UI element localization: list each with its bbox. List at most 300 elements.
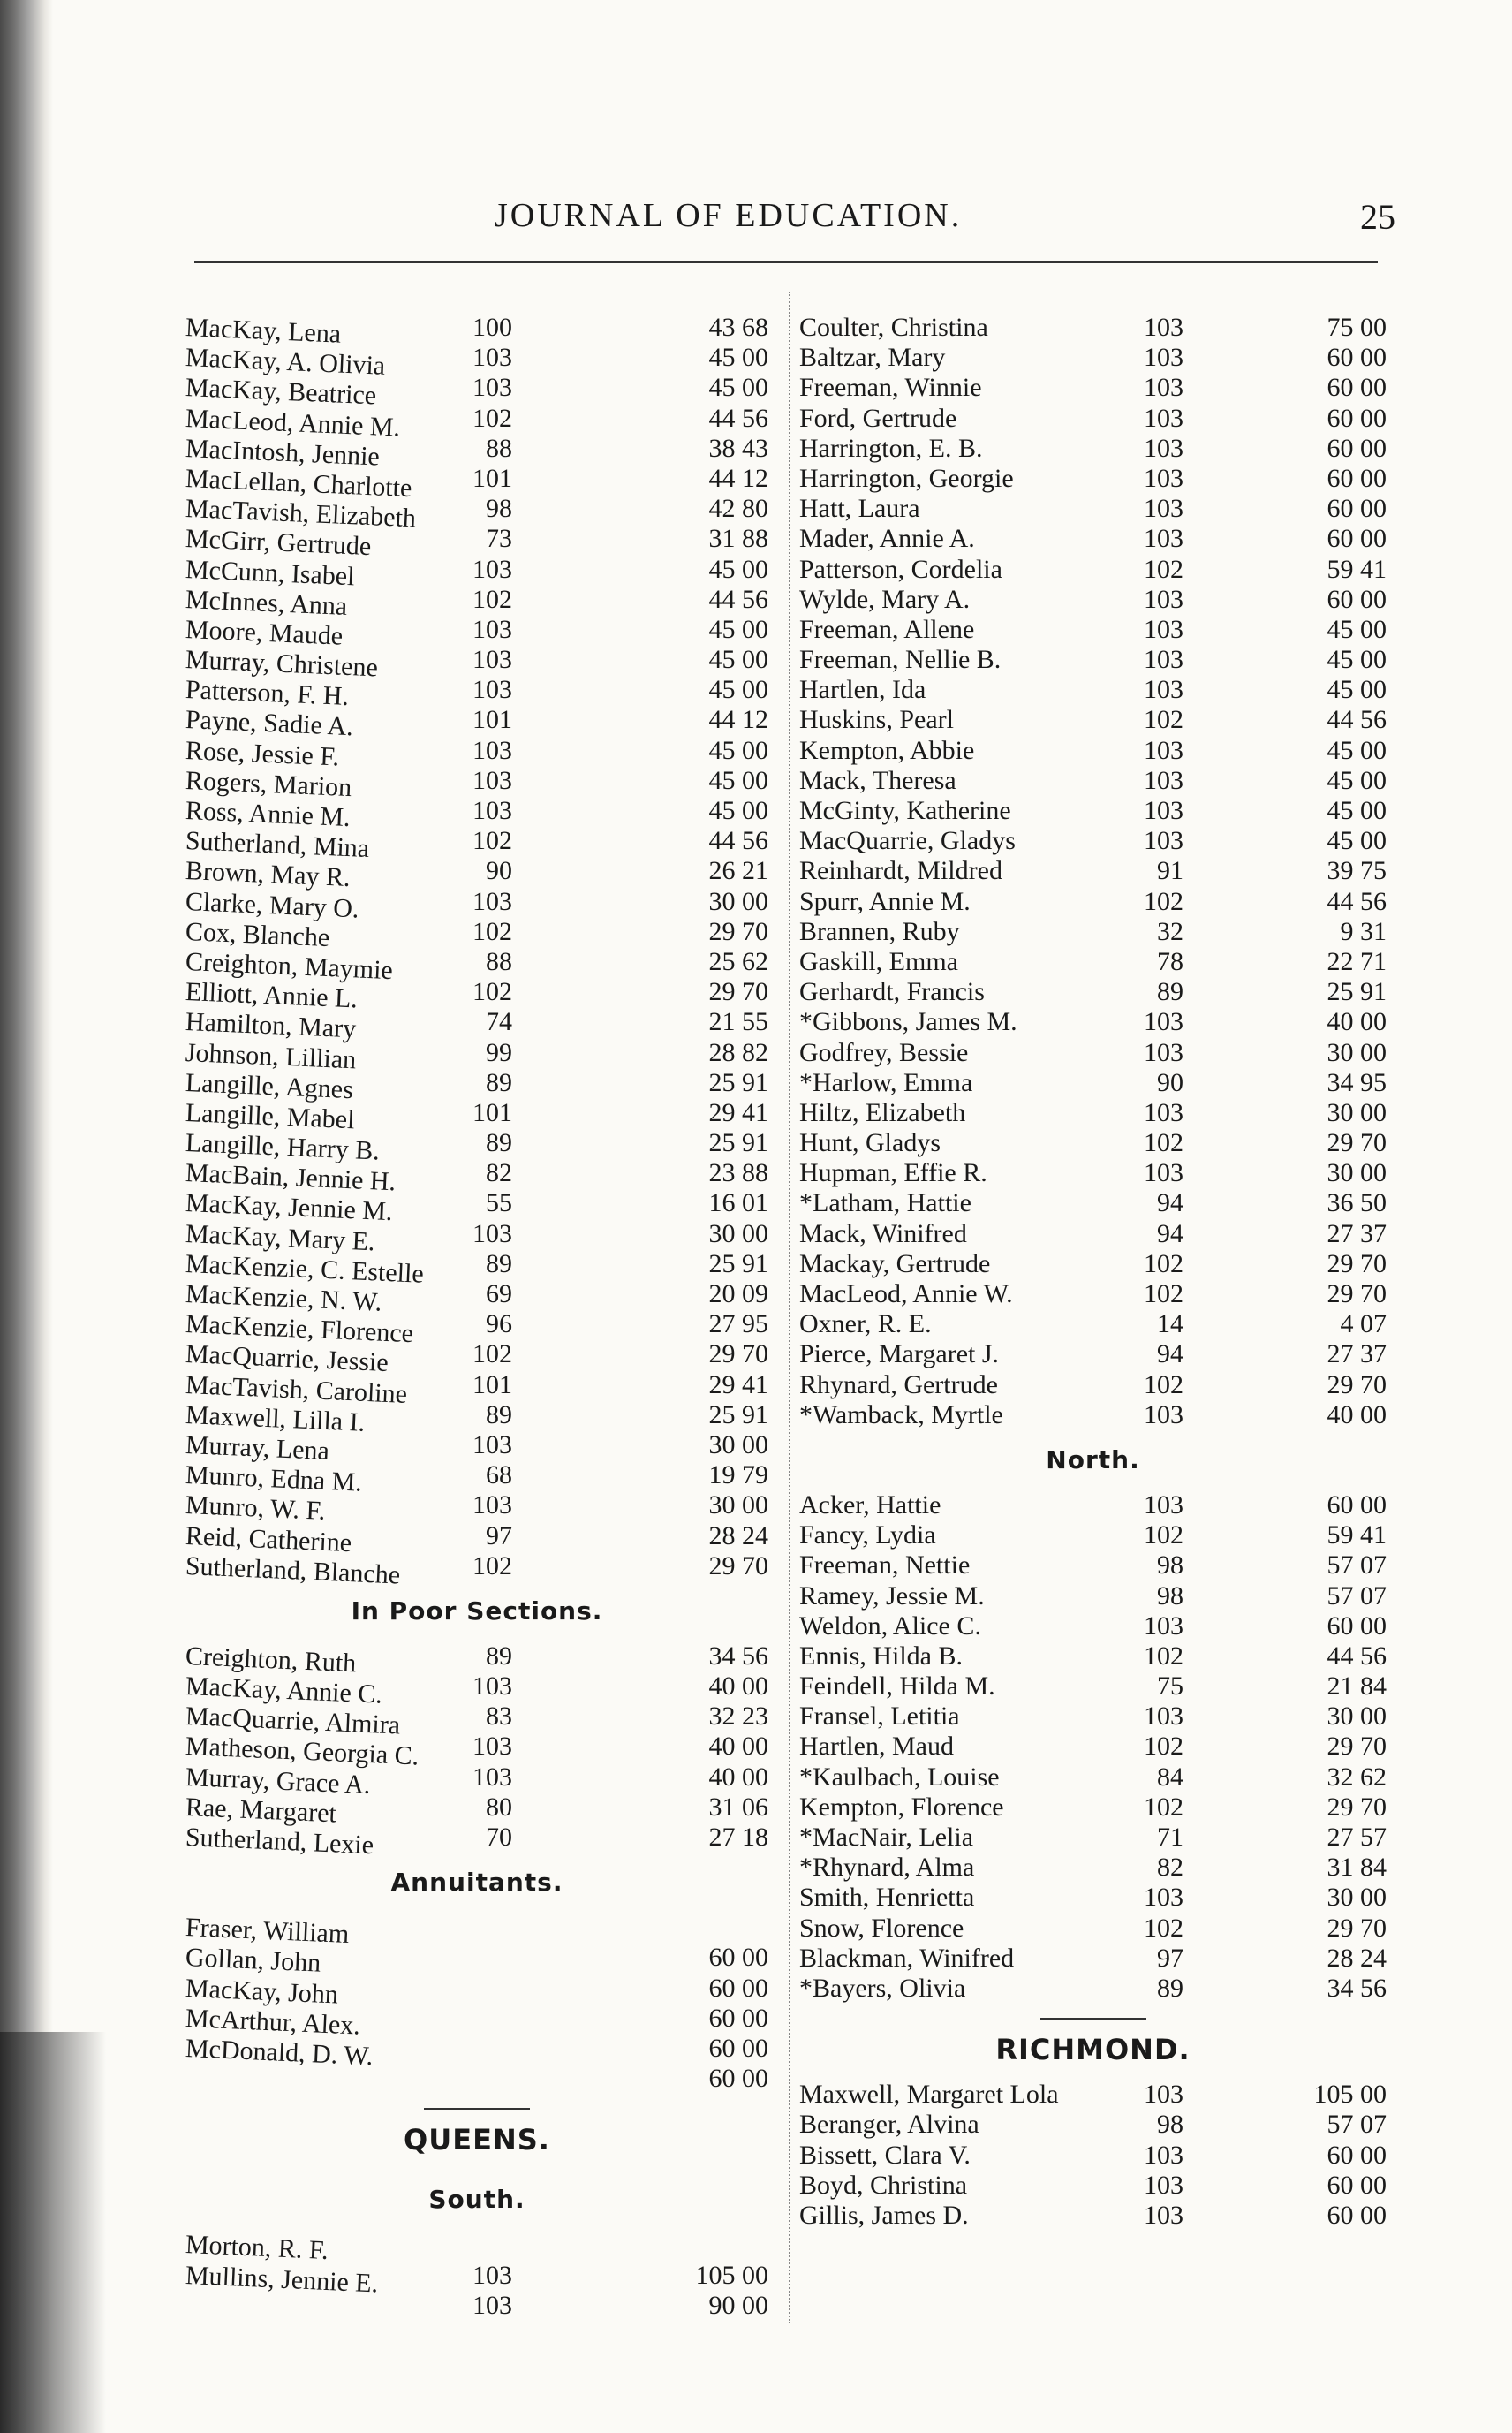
grant-amount: 75 00 xyxy=(1327,313,1387,342)
teacher-name: MacIntosh, Jennie xyxy=(185,433,381,472)
list-item xyxy=(799,524,1387,554)
heading-south: South. xyxy=(428,2185,525,2215)
teacher-name: *Kaulbach, Louise xyxy=(799,1762,1000,1792)
teacher-name: Coulter, Christina xyxy=(799,313,988,342)
days-taught: 90 xyxy=(1157,1067,1183,1097)
grant-amount: 16 01 xyxy=(708,1188,768,1218)
days-taught: 103 xyxy=(472,1732,512,1762)
list-item xyxy=(799,1762,1387,1793)
grant-amount: 9 31 xyxy=(1340,916,1387,946)
teacher-name: Morton, R. F. xyxy=(185,2230,329,2266)
teacher-name: MacKay, Jennie M. xyxy=(185,1188,394,1227)
days-taught: 89 xyxy=(1157,1973,1183,2003)
list-item xyxy=(185,1248,768,1289)
list-item xyxy=(799,1007,1387,1037)
days-taught: 103 xyxy=(1144,373,1183,403)
teacher-name: Fancy, Lydia xyxy=(799,1520,936,1550)
left-list-main xyxy=(185,313,768,1590)
grant-amount: 29 70 xyxy=(1327,1128,1387,1158)
grant-amount: 34 95 xyxy=(1327,1067,1387,1097)
list-item xyxy=(799,1188,1387,1218)
teacher-name: Mack, Theresa xyxy=(799,765,956,795)
grant-amount: 45 00 xyxy=(708,765,768,795)
grant-amount: 40 00 xyxy=(1327,1399,1387,1429)
days-taught: 102 xyxy=(1144,1641,1183,1671)
teacher-name: MacQuarrie, Jessie xyxy=(185,1339,389,1378)
list-item xyxy=(185,1641,768,1679)
grant-amount: 43 68 xyxy=(708,313,768,342)
list-item xyxy=(185,2291,768,2321)
days-taught: 75 xyxy=(1157,1671,1183,1702)
days-taught: 103 xyxy=(472,796,512,825)
grant-amount: 4 07 xyxy=(1340,1309,1387,1339)
list-item xyxy=(799,2110,1387,2140)
grant-amount: 45 00 xyxy=(708,675,768,705)
grant-amount: 40 00 xyxy=(708,1762,768,1792)
list-item xyxy=(185,1218,768,1256)
days-taught: 73 xyxy=(486,524,512,554)
days-taught: 102 xyxy=(1144,1248,1183,1278)
teacher-name: *Gibbons, James M. xyxy=(799,1007,1017,1037)
list-item xyxy=(799,1732,1387,1762)
grant-amount: 29 70 xyxy=(1327,1913,1387,1943)
teacher-name: Fransel, Letitia xyxy=(799,1702,960,1732)
teacher-name: Langille, Harry B. xyxy=(185,1128,381,1166)
days-taught: 100 xyxy=(472,313,512,342)
grant-amount: 44 56 xyxy=(708,826,768,856)
teacher-name: Sutherland, Lexie xyxy=(185,1823,374,1861)
list-item xyxy=(799,917,1387,947)
grant-amount: 44 56 xyxy=(708,584,768,614)
list-item xyxy=(799,1279,1387,1309)
days-taught: 103 xyxy=(472,2290,512,2320)
grant-amount: 25 62 xyxy=(708,946,768,976)
days-taught: 103 xyxy=(472,1218,512,1248)
teacher-name: MacLeod, Annie W. xyxy=(799,1279,1013,1308)
days-taught: 96 xyxy=(486,1309,512,1339)
grant-amount: 30 00 xyxy=(1327,1702,1387,1732)
grant-amount: 44 12 xyxy=(708,463,768,493)
teacher-name: Hatt, Laura xyxy=(799,494,920,524)
right-list-north xyxy=(799,1490,1387,2004)
list-item xyxy=(799,404,1387,434)
teacher-name: Payne, Sadie A. xyxy=(185,705,354,742)
list-item xyxy=(185,1762,768,1800)
list-item xyxy=(185,1550,768,1590)
list-item xyxy=(799,766,1387,796)
days-taught: 103 xyxy=(1144,2200,1183,2230)
grant-amount: 57 07 xyxy=(1327,1580,1387,1611)
teacher-name: Rae, Margaret xyxy=(185,1792,337,1829)
days-taught: 102 xyxy=(1144,1732,1183,1762)
grant-amount: 60 00 xyxy=(1327,463,1387,493)
teacher-name: Gaskill, Emma xyxy=(799,946,958,976)
teacher-name: Clarke, Mary O. xyxy=(185,886,360,924)
grant-amount: 45 00 xyxy=(708,554,768,584)
heading-richmond: RICHMOND. xyxy=(995,2033,1191,2067)
list-item xyxy=(799,313,1387,343)
teacher-name: Pierce, Margaret J. xyxy=(799,1339,1000,1369)
list-item xyxy=(799,1581,1387,1611)
teacher-name: MacLellan, Charlotte xyxy=(185,463,413,504)
teacher-name: Baltzar, Mary xyxy=(799,343,946,373)
days-taught: 102 xyxy=(472,1339,512,1369)
days-taught: 102 xyxy=(1144,1279,1183,1308)
grant-amount: 45 00 xyxy=(708,373,768,403)
list-item xyxy=(185,524,768,562)
grant-amount: 60 00 xyxy=(708,2003,768,2033)
days-taught: 102 xyxy=(1144,705,1183,735)
days-taught: 97 xyxy=(1157,1943,1183,1973)
teacher-name: Blackman, Winifred xyxy=(799,1943,1015,1973)
grant-amount: 28 24 xyxy=(708,1520,768,1550)
teacher-name: MacTavish, Elizabeth xyxy=(185,494,417,534)
teacher-name: MacKay, John xyxy=(185,1973,339,2010)
list-item xyxy=(185,2260,768,2299)
teacher-name: Beranger, Alvina xyxy=(799,2110,979,2140)
grant-amount: 29 70 xyxy=(708,977,768,1007)
grant-amount: 29 70 xyxy=(708,1339,768,1369)
grant-amount: 31 84 xyxy=(1327,1853,1387,1883)
list-item xyxy=(799,1974,1387,2004)
days-taught: 103 xyxy=(472,2260,512,2290)
grant-amount: 27 57 xyxy=(1327,1823,1387,1852)
grant-amount: 27 37 xyxy=(1327,1339,1387,1369)
teacher-name: *Bayers, Olivia xyxy=(799,1973,966,2003)
days-taught: 69 xyxy=(486,1279,512,1308)
grant-amount: 45 00 xyxy=(1327,675,1387,705)
list-item xyxy=(799,1339,1387,1369)
days-taught: 103 xyxy=(1144,2170,1183,2200)
list-item xyxy=(799,1520,1387,1550)
days-taught: 101 xyxy=(472,463,512,493)
grant-amount: 36 50 xyxy=(1327,1188,1387,1218)
page-header xyxy=(177,196,1395,249)
scan-corner-shadow xyxy=(0,2032,106,2433)
grant-amount: 19 79 xyxy=(708,1460,768,1490)
list-item xyxy=(799,464,1387,494)
days-taught: 103 xyxy=(1144,2080,1183,2110)
grant-amount: 45 00 xyxy=(1327,735,1387,765)
grant-amount: 60 00 xyxy=(1327,524,1387,554)
days-taught: 103 xyxy=(472,373,512,403)
days-taught: 80 xyxy=(486,1792,512,1822)
grant-amount: 105 00 xyxy=(695,2260,768,2290)
days-taught: 103 xyxy=(472,1671,512,1702)
list-item xyxy=(185,765,768,803)
grant-amount: 30 00 xyxy=(708,886,768,916)
teacher-name: Spurr, Annie M. xyxy=(799,886,971,916)
days-taught: 103 xyxy=(1144,796,1183,825)
grant-amount: 105 00 xyxy=(1313,2080,1387,2110)
grant-amount: 27 95 xyxy=(708,1309,768,1339)
teacher-name: *MacNair, Lelia xyxy=(799,1823,974,1852)
days-taught: 103 xyxy=(1144,1702,1183,1732)
teacher-name: Gollan, John xyxy=(185,1943,321,1979)
teacher-name: MacKay, Annie C. xyxy=(185,1671,383,1709)
list-item xyxy=(185,584,768,621)
teacher-name: Freeman, Nellie B. xyxy=(799,645,1002,675)
days-taught: 102 xyxy=(1144,1369,1183,1399)
days-taught: 103 xyxy=(1144,1158,1183,1188)
days-taught: 103 xyxy=(472,554,512,584)
teacher-name: Elliott, Annie L. xyxy=(185,977,359,1014)
grant-amount: 60 00 xyxy=(1327,373,1387,403)
list-item xyxy=(185,1188,768,1227)
list-item xyxy=(185,1792,768,1829)
list-item xyxy=(185,2230,768,2266)
grant-amount: 40 00 xyxy=(708,1732,768,1762)
days-taught: 103 xyxy=(472,1429,512,1459)
days-taught: 101 xyxy=(472,705,512,735)
grant-amount: 60 00 xyxy=(708,1943,768,1973)
list-item xyxy=(185,494,768,534)
days-taught: 71 xyxy=(1157,1823,1183,1852)
list-item xyxy=(185,916,768,952)
list-item xyxy=(185,1973,768,2010)
list-item xyxy=(799,675,1387,705)
teacher-name: Sutherland, Mina xyxy=(185,826,370,864)
days-taught: 103 xyxy=(1144,313,1183,342)
teacher-name: Matheson, Georgia C. xyxy=(185,1732,420,1771)
days-taught: 89 xyxy=(486,1248,512,1278)
days-taught: 103 xyxy=(472,735,512,765)
days-taught: 84 xyxy=(1157,1762,1183,1792)
grant-amount: 60 00 xyxy=(708,2033,768,2063)
grant-amount: 30 00 xyxy=(1327,1883,1387,1913)
grant-amount: 60 00 xyxy=(708,1973,768,2003)
teacher-name: Munro, W. F. xyxy=(185,1490,327,1527)
teacher-name: MacQuarrie, Gladys xyxy=(799,826,1016,856)
days-taught: 94 xyxy=(1157,1339,1183,1369)
teacher-name: Hamilton, Mary xyxy=(185,1007,357,1044)
heading-north: North. xyxy=(1046,1444,1140,1474)
days-taught: 102 xyxy=(472,916,512,946)
grant-amount: 26 21 xyxy=(708,856,768,886)
teacher-name: MacKenzie, N. W. xyxy=(185,1279,382,1317)
list-item xyxy=(185,1097,768,1135)
list-item xyxy=(799,947,1387,977)
teacher-name: Mackay, Gertrude xyxy=(799,1248,991,1278)
teacher-name: *Rhynard, Alma xyxy=(799,1853,975,1883)
days-taught: 103 xyxy=(1144,1007,1183,1037)
list-item xyxy=(185,1067,768,1104)
list-item xyxy=(799,1823,1387,1853)
list-item xyxy=(185,2064,768,2094)
days-taught: 103 xyxy=(1144,463,1183,493)
days-taught: 101 xyxy=(472,1097,512,1127)
grant-amount: 30 00 xyxy=(708,1490,768,1520)
grant-amount: 45 00 xyxy=(708,343,768,373)
days-taught: 91 xyxy=(1157,856,1183,886)
days-taught: 70 xyxy=(486,1823,512,1852)
teacher-name: McCunn, Isabel xyxy=(185,554,356,591)
teacher-name: McInnes, Anna xyxy=(185,584,348,621)
list-item xyxy=(185,826,768,864)
grant-amount: 31 06 xyxy=(708,1792,768,1822)
teacher-name: Freeman, Allene xyxy=(799,614,975,644)
left-list-poor xyxy=(185,1641,768,1861)
grant-amount: 32 23 xyxy=(708,1702,768,1732)
days-taught: 89 xyxy=(1157,977,1183,1007)
days-taught: 97 xyxy=(486,1520,512,1550)
teacher-name: Hartlen, Ida xyxy=(799,675,926,705)
list-item xyxy=(799,887,1387,917)
days-taught: 88 xyxy=(486,433,512,463)
list-item xyxy=(185,1490,768,1527)
days-taught: 103 xyxy=(1144,614,1183,644)
list-item xyxy=(185,1128,768,1166)
list-item xyxy=(799,1702,1387,1732)
list-item xyxy=(799,1671,1387,1702)
list-item xyxy=(799,1793,1387,1823)
days-taught: 103 xyxy=(1144,343,1183,373)
days-taught: 102 xyxy=(1144,1520,1183,1550)
grant-amount: 60 00 xyxy=(1327,2170,1387,2200)
teacher-name: Murray, Christene xyxy=(185,645,379,683)
days-taught: 102 xyxy=(1144,1128,1183,1158)
teacher-name: McDonald, D. W. xyxy=(185,2033,374,2072)
list-item xyxy=(799,1611,1387,1641)
grant-amount: 60 00 xyxy=(1327,2200,1387,2230)
days-taught: 103 xyxy=(1144,433,1183,463)
grant-amount: 25 91 xyxy=(708,1399,768,1429)
days-taught: 94 xyxy=(1157,1188,1183,1218)
list-item xyxy=(185,343,768,382)
header-rule xyxy=(194,261,1378,263)
grant-amount: 29 70 xyxy=(708,916,768,946)
teacher-name: Mader, Annie A. xyxy=(799,524,975,554)
grant-amount: 60 00 xyxy=(1327,403,1387,433)
days-taught: 103 xyxy=(472,1490,512,1520)
grant-amount: 29 70 xyxy=(1327,1369,1387,1399)
teacher-name: Harrington, Georgie xyxy=(799,463,1014,493)
list-item xyxy=(185,1007,768,1044)
grant-amount: 45 00 xyxy=(708,735,768,765)
grant-amount: 25 91 xyxy=(708,1067,768,1097)
grant-amount: 60 00 xyxy=(708,2064,768,2094)
days-taught: 102 xyxy=(1144,1913,1183,1943)
heading-queens: QUEENS. xyxy=(404,2123,550,2157)
list-item xyxy=(185,614,768,651)
days-taught: 98 xyxy=(1157,1580,1183,1611)
teacher-name: *Harlow, Emma xyxy=(799,1067,973,1097)
grant-amount: 45 00 xyxy=(708,645,768,675)
list-item xyxy=(185,735,768,772)
list-item xyxy=(185,645,768,683)
list-item xyxy=(799,1068,1387,1098)
list-item xyxy=(185,1158,768,1197)
teacher-name: Moore, Maude xyxy=(185,614,344,651)
days-taught: 103 xyxy=(1144,2140,1183,2170)
teacher-name: Gerhardt, Francis xyxy=(799,977,985,1007)
days-taught: 103 xyxy=(1144,1489,1183,1520)
days-taught: 55 xyxy=(486,1188,512,1218)
grant-amount: 60 00 xyxy=(1327,1611,1387,1641)
grant-amount: 29 70 xyxy=(1327,1792,1387,1822)
days-taught: 68 xyxy=(486,1460,512,1490)
teacher-name: Ross, Annie M. xyxy=(185,796,352,833)
grant-amount: 28 82 xyxy=(708,1037,768,1067)
teacher-name: *Wamback, Myrtle xyxy=(799,1399,1003,1429)
grant-amount: 30 00 xyxy=(708,1218,768,1248)
grant-amount: 27 18 xyxy=(708,1823,768,1852)
teacher-name: Munro, Edna M. xyxy=(185,1460,363,1497)
left-list-south xyxy=(185,2230,768,2321)
right-list-main xyxy=(799,313,1387,1430)
teacher-name: MacTavish, Caroline xyxy=(185,1369,408,1409)
list-item xyxy=(185,433,768,472)
grant-amount: 21 84 xyxy=(1327,1671,1387,1702)
list-item xyxy=(185,886,768,924)
list-item xyxy=(185,1671,768,1709)
list-item xyxy=(185,1309,768,1349)
list-item xyxy=(799,2171,1387,2201)
grant-amount: 29 41 xyxy=(708,1369,768,1399)
list-item xyxy=(185,1369,768,1409)
days-taught: 103 xyxy=(472,645,512,675)
list-item xyxy=(799,1038,1387,1068)
teacher-name: Creighton, Maymie xyxy=(185,946,394,986)
grant-amount: 22 71 xyxy=(1327,946,1387,976)
teacher-name: Rhynard, Gertrude xyxy=(799,1369,998,1399)
days-taught: 14 xyxy=(1157,1309,1183,1339)
left-column xyxy=(185,313,768,2321)
list-item xyxy=(185,1037,768,1074)
page-number: 25 xyxy=(1360,197,1395,237)
teacher-name: Fraser, William xyxy=(185,1913,350,1950)
grant-amount: 60 00 xyxy=(1327,343,1387,373)
list-item xyxy=(185,1823,768,1861)
list-item xyxy=(185,2033,768,2072)
teacher-name: Kempton, Abbie xyxy=(799,735,975,765)
grant-amount: 45 00 xyxy=(1327,645,1387,675)
days-taught: 103 xyxy=(1144,675,1183,705)
list-item xyxy=(799,1219,1387,1249)
grant-amount: 60 00 xyxy=(1327,2140,1387,2170)
grant-amount: 60 00 xyxy=(1327,1489,1387,1520)
grant-amount: 59 41 xyxy=(1327,1520,1387,1550)
list-item xyxy=(185,1702,768,1740)
days-taught: 102 xyxy=(1144,1792,1183,1822)
list-item xyxy=(185,1399,768,1437)
teacher-name: Murray, Grace A. xyxy=(185,1762,372,1800)
list-item xyxy=(799,736,1387,766)
list-item xyxy=(799,2201,1387,2231)
teacher-name: Reinhardt, Mildred xyxy=(799,856,1002,886)
days-taught: 103 xyxy=(1144,403,1183,433)
teacher-name: MacKay, Beatrice xyxy=(185,373,377,411)
grant-amount: 60 00 xyxy=(1327,584,1387,614)
teacher-name: Bissett, Clara V. xyxy=(799,2140,971,2170)
grant-amount: 59 41 xyxy=(1327,554,1387,584)
teacher-name: Acker, Hattie xyxy=(799,1489,941,1520)
teacher-name: Maxwell, Margaret Lola xyxy=(799,2080,1059,2110)
grant-amount: 40 00 xyxy=(1327,1007,1387,1037)
teacher-name: Boyd, Christina xyxy=(799,2170,968,2200)
list-item xyxy=(185,1429,768,1467)
grant-amount: 57 07 xyxy=(1327,1550,1387,1580)
list-item xyxy=(799,585,1387,615)
list-item xyxy=(185,856,768,893)
list-item xyxy=(799,1490,1387,1520)
teacher-name: McGirr, Gertrude xyxy=(185,524,372,562)
days-taught: 103 xyxy=(1144,765,1183,795)
grant-amount: 44 56 xyxy=(708,403,768,433)
list-item xyxy=(799,705,1387,735)
list-item xyxy=(799,343,1387,373)
list-item xyxy=(799,1400,1387,1430)
